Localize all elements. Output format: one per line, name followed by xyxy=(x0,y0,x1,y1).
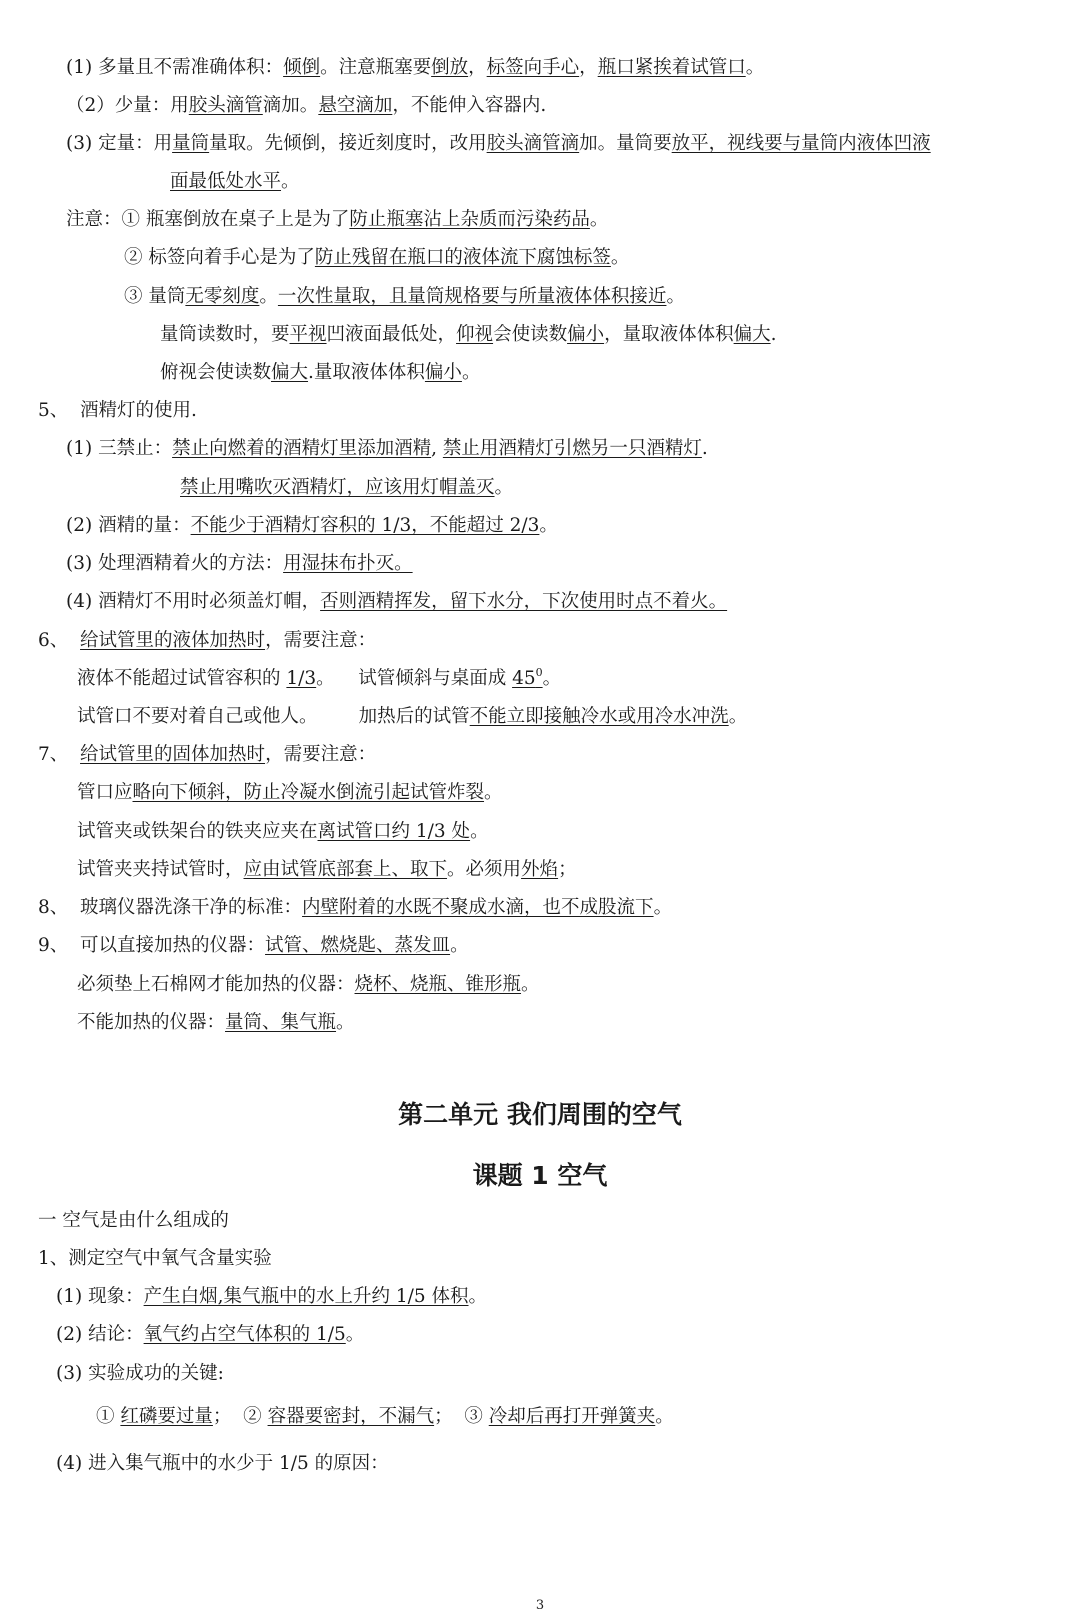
text-line: 5、 酒精灯的使用. xyxy=(38,400,197,421)
text-line: 8、 玻璃仪器洗涤干净的标准：内壁附着的水既不聚成水滴，也不成股流下。 xyxy=(38,897,673,918)
text-line: ② 标签向着手心是为了防止残留在瓶口的液体流下腐蚀标签。 xyxy=(124,247,630,268)
text-line: 禁止用嘴吹灭酒精灯，应该用灯帽盖灭。 xyxy=(180,477,514,498)
text-line: (3) 实验成功的关键: xyxy=(56,1363,224,1384)
text-line: 1、测定空气中氧气含量实验 xyxy=(38,1248,272,1269)
text-line: 面最低处水平。 xyxy=(170,171,300,192)
text-line: 俯视会使读数偏大.量取液体体积偏小。 xyxy=(160,362,481,383)
text-line: 液体不能超过试管容积的 1/3。 试管倾斜与桌面成 $45^0$。 xyxy=(77,666,562,689)
text-line: (4) 进入集气瓶中的水少于 1/5 的原因： xyxy=(56,1453,389,1474)
text-line: (1) 多量且不需准确体积：倾倒。注意瓶塞要倒放，标签向手心，瓶口紧挨着试管口。 xyxy=(66,57,765,78)
text-line: 9、 可以直接加热的仪器：试管、燃烧匙、蒸发皿。 xyxy=(38,935,469,956)
unit-heading: 第二单元 我们周围的空气 xyxy=(398,1100,682,1129)
text-line: 不能加热的仪器：量筒、集气瓶。 xyxy=(77,1012,355,1033)
text-line: (1) 现象：产生白烟,集气瓶中的水上升约 1/5 体积。 xyxy=(56,1286,488,1307)
text-line: 试管夹或铁架台的铁夹应夹在离试管口约 1/3 处。 xyxy=(77,821,489,842)
text-line: ③ 量筒无零刻度。一次性量取，且量筒规格要与所量液体体积接近。 xyxy=(124,286,685,307)
text-line: (2) 结论：氧气约占空气体积的 1/5。 xyxy=(56,1324,365,1345)
text-line: 注意：① 瓶塞倒放在桌子上是为了防止瓶塞沾上杂质而污染药品。 xyxy=(66,209,609,230)
text-line: 试管口不要对着自己或他人。 加热后的试管不能立即接触冷水或用冷水冲洗。 xyxy=(77,706,748,727)
section-heading: 一 空气是由什么组成的 xyxy=(38,1210,229,1231)
text-line: 6、 给试管里的液体加热时，需要注意： xyxy=(38,630,377,651)
text-line: ① 红磷要过量； ② 容器要密封，不漏气； ③ 冷却后再打开弹簧夹。 xyxy=(96,1406,674,1427)
lesson-heading: 课题 1 空气 xyxy=(472,1161,608,1190)
text-line: (4) 酒精灯不用时必须盖灯帽，否则酒精挥发，留下水分，下次使用时点不着火。 xyxy=(66,591,728,612)
text-line: 试管夹夹持试管时，应由试管底部套上、取下。必须用外焰； xyxy=(77,859,577,880)
text-line: 必须垫上石棉网才能加热的仪器：烧杯、烧瓶、锥形瓶。 xyxy=(77,974,540,995)
text-line: (3) 定量：用量筒量取。先倾倒，接近刻度时，改用胶头滴管滴加。量筒要放平，视线要与量筒内液体凹液 xyxy=(66,133,931,154)
page-number: 3 xyxy=(535,1598,545,1613)
text-line: 7、 给试管里的固体加热时，需要注意： xyxy=(38,744,377,765)
text-line: 管口应略向下倾斜，防止冷凝水倒流引起试管炸裂。 xyxy=(77,782,503,803)
text-line: 量筒读数时，要平视凹液面最低处，仰视会使读数偏小，量取液体体积偏大. xyxy=(160,324,777,345)
text-line: (3) 处理酒精着火的方法：用湿抹布扑灭。 xyxy=(66,553,413,574)
text-line: (1) 三禁止：禁止向燃着的酒精灯里添加酒精, 禁止用酒精灯引燃另一只酒精灯. xyxy=(66,438,708,459)
text-line: (2) 酒精的量：不能少于酒精灯容积的 1/3，不能超过 2/3。 xyxy=(66,515,558,536)
text-line: （2）少量：用胶头滴管滴加。悬空滴加，不能伸入容器内. xyxy=(66,95,547,116)
